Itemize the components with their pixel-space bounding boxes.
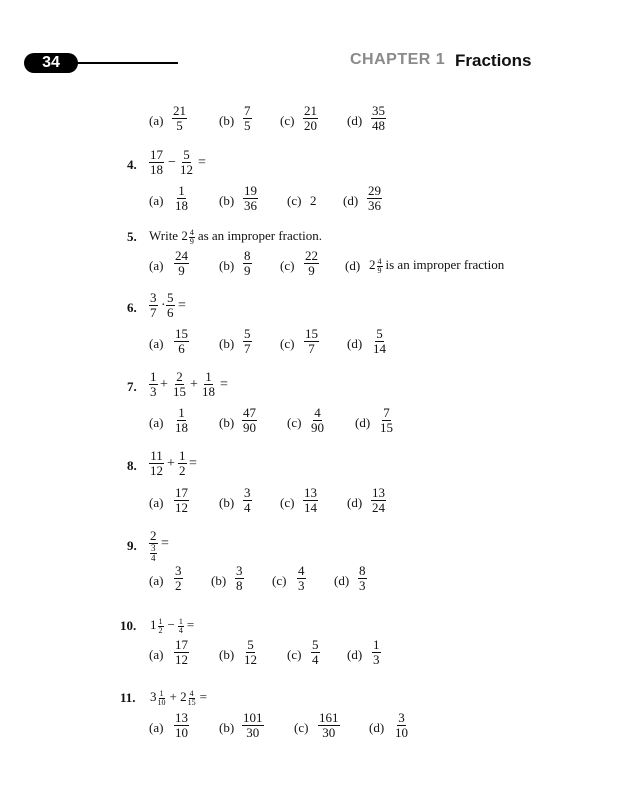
choice-d-label: (d) [347, 113, 363, 128]
equals-sign: = [161, 536, 169, 551]
header-rule [70, 62, 178, 64]
choice-c-label: (c) [287, 193, 302, 208]
choice-b-label: (b) [219, 193, 235, 208]
chapter-title: Fractions [455, 51, 532, 70]
q6-term-2: $\frac{5}{6}$ [167, 290, 174, 320]
choice-b-label: (b) [219, 258, 235, 273]
equals-sign: = [198, 155, 206, 170]
q7-term-3: $\frac{1}{18}$ [202, 369, 215, 399]
choice-c-label: (c) [272, 573, 287, 588]
q8-term-1: $\frac{11}{12}$ [150, 448, 163, 478]
choice-d-label: (d) [334, 573, 350, 588]
choice-b-label: (b) [219, 495, 235, 510]
q7-choice-c: $\frac{4}{90}$ [311, 405, 324, 435]
choice-a-label: (a) [149, 415, 164, 430]
page-number-badge: 34 [24, 53, 78, 73]
q7-choice-b: $\frac{47}{90}$ [243, 405, 256, 435]
q8-choice-a: $\frac{17}{12}$ [175, 485, 188, 515]
q7-term-1: $\frac{1}{3}$ [150, 369, 157, 399]
q7-choice-a: $\frac{1}{18}$ [175, 405, 188, 435]
q9-choice-d: $\frac{8}{3}$ [359, 563, 366, 593]
choice-c-label: (c) [280, 113, 295, 128]
question-number: 9. [127, 538, 137, 553]
choice-c-label: (c) [287, 647, 302, 662]
q9-choice-a: $\frac{3}{2}$ [175, 563, 182, 593]
q6-choice-d: $\frac{5}{14}$ [373, 326, 386, 356]
question-text: Write 2 $\frac{4}{9}$ as an improper fraction. [149, 227, 323, 246]
choice-d-label: (d) [355, 415, 371, 430]
choice-a-label: (a) [149, 113, 164, 128]
q8-choice-d: $\frac{13}{24}$ [372, 485, 385, 515]
operator: + [190, 377, 198, 392]
q6-choice-a: $\frac{15}{6}$ [175, 326, 188, 356]
q5-choice-d: 2 $\frac{4}{9}$ is an improper fraction [369, 256, 505, 275]
page-header [0, 0, 635, 90]
choice-a-label: (a) [149, 193, 164, 208]
q11-choice-d: $\frac{3}{10}$ [395, 710, 408, 740]
choice-a-label: (a) [149, 336, 164, 351]
q4-term-2: $\frac{5}{12}$ [180, 147, 193, 177]
choice-b-label: (b) [211, 573, 227, 588]
q7-choice-d: $\frac{7}{15}$ [380, 405, 393, 435]
q11-choice-b: $\frac{101}{30}$ [243, 710, 263, 740]
q9-choice-c: $\frac{4}{3}$ [298, 563, 305, 593]
choice-b-label: (b) [219, 415, 235, 430]
q3-choice-d: $\frac{35}{48}$ [372, 103, 385, 133]
choice-d-label: (d) [347, 336, 363, 351]
q8-choice-b: $\frac{3}{4}$ [244, 485, 251, 515]
q9-choice-b: $\frac{3}{8}$ [236, 563, 243, 593]
operator: · [161, 298, 166, 313]
q10-choice-b: $\frac{5}{12}$ [244, 637, 257, 667]
choice-c-label: (c) [287, 415, 302, 430]
q4-choice-c: 2 [310, 193, 317, 208]
q11-choice-a: $\frac{13}{10}$ [175, 710, 188, 740]
operator: + [160, 377, 168, 392]
equals-sign: = [178, 298, 186, 313]
q7-term-2: $\frac{2}{15}$ [173, 369, 186, 399]
equals-sign: = [220, 377, 228, 392]
choice-b-label: (b) [219, 336, 235, 351]
q10-choice-c: $\frac{5}{4}$ [312, 637, 319, 667]
choice-d-label: (d) [343, 193, 359, 208]
choice-d-label: (d) [347, 495, 363, 510]
q11-expression: 3 $\frac{1}{10}$ + 2 $\frac{4}{15}$ = [150, 688, 207, 707]
q6-term-1: $\frac{3}{7}$ [150, 290, 157, 320]
q3-choice-c: $\frac{21}{20}$ [304, 103, 317, 133]
question-number: 5. [127, 229, 137, 244]
q5-choice-a: $\frac{24}{9}$ [175, 248, 188, 278]
q10-choice-a: $\frac{17}{12}$ [175, 637, 188, 667]
q11-choice-c: $\frac{161}{30}$ [319, 710, 339, 740]
q4-choice-d: $\frac{29}{36}$ [368, 183, 381, 213]
choice-a-label: (a) [149, 495, 164, 510]
q10-expression: 1 $\frac{1}{2}$ − $\frac{1}{4}$ = [150, 616, 195, 635]
choice-b-label: (b) [219, 647, 235, 662]
question-number: 11. [120, 690, 136, 705]
q4-choice-a: $\frac{1}{18}$ [175, 183, 188, 213]
choice-d-label: (d) [347, 647, 363, 662]
choice-b-label: (b) [219, 720, 235, 735]
q6-choice-c: $\frac{15}{7}$ [305, 326, 318, 356]
question-number: 4. [127, 157, 137, 172]
equals-sign: = [189, 456, 197, 471]
q6-choice-b: $\frac{5}{7}$ [244, 326, 251, 356]
choice-a-label: (a) [149, 573, 164, 588]
choice-a-label: (a) [149, 720, 164, 735]
q5-choice-c: $\frac{22}{9}$ [305, 248, 318, 278]
choice-b-label: (b) [219, 113, 235, 128]
q3-choice-b: $\frac{7}{5}$ [244, 103, 251, 133]
choice-a-label: (a) [149, 647, 164, 662]
q5-choice-b: $\frac{8}{9}$ [244, 248, 251, 278]
q4-choice-b: $\frac{19}{36}$ [244, 183, 257, 213]
operator: − [168, 155, 176, 170]
q8-choice-c: $\frac{13}{14}$ [304, 485, 317, 515]
q4-term-1: $\frac{17}{18}$ [150, 147, 163, 177]
choice-c-label: (c) [294, 720, 309, 735]
q3-choice-a: $\frac{21}{5}$ [173, 103, 186, 133]
choice-d-label: (d) [345, 258, 361, 273]
choice-c-label: (c) [280, 336, 295, 351]
question-number: 10. [120, 618, 137, 633]
q8-term-2: $\frac{1}{2}$ [179, 448, 186, 478]
operator: + [167, 456, 175, 471]
choice-d-label: (d) [369, 720, 385, 735]
question-number: 8. [127, 458, 137, 473]
q9-complex-fraction: 2 3 4 [150, 528, 157, 563]
chapter-label: CHAPTER 1 [350, 51, 446, 68]
question-number: 7. [127, 379, 137, 394]
q10-choice-d: $\frac{1}{3}$ [373, 637, 380, 667]
question-number: 6. [127, 300, 137, 315]
choice-a-label: (a) [149, 258, 164, 273]
choice-c-label: (c) [280, 258, 295, 273]
choice-c-label: (c) [280, 495, 295, 510]
